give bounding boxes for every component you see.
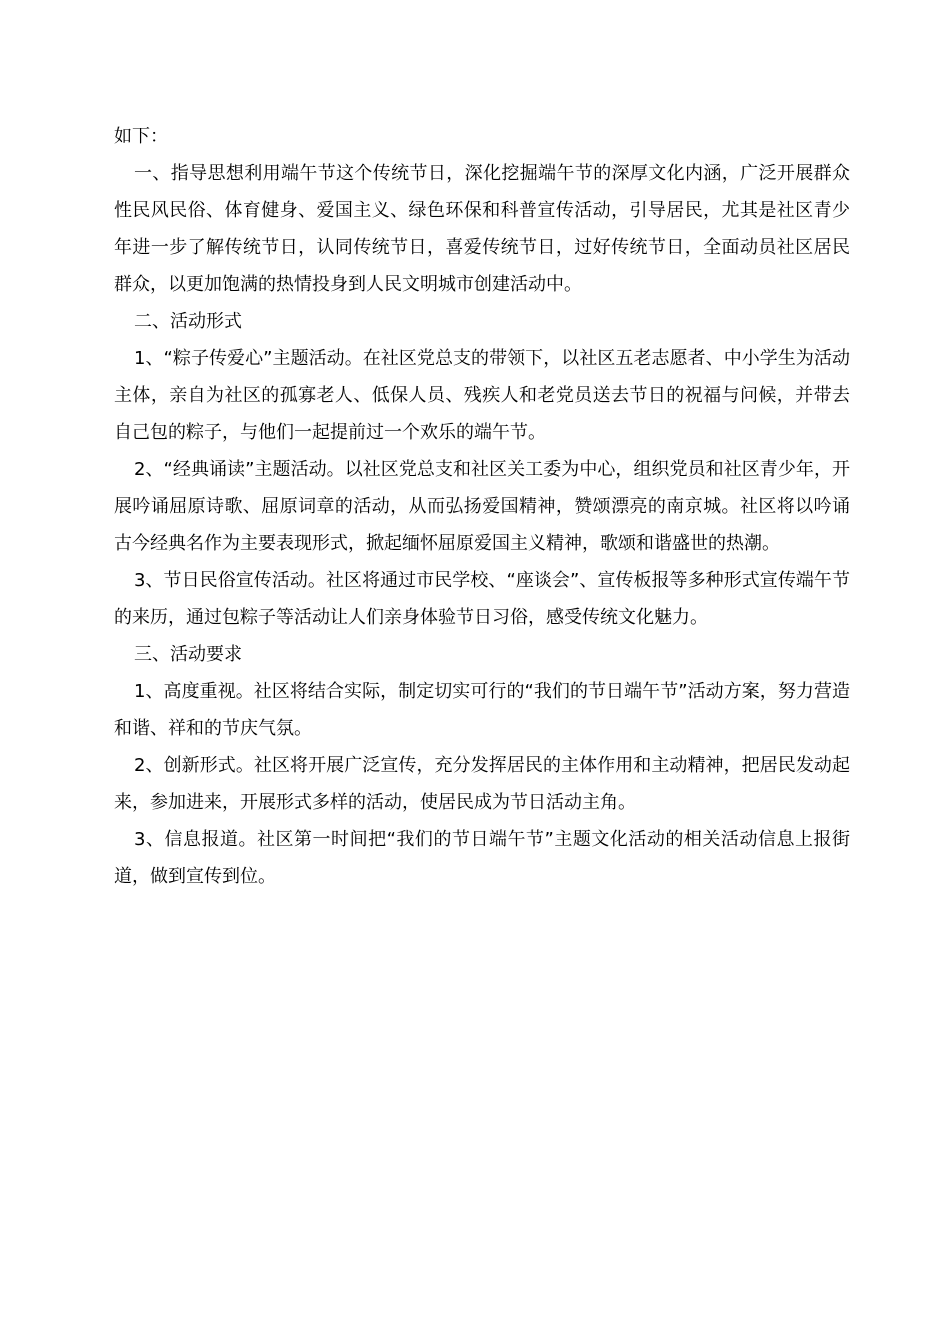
section-guiding-ideology: 一、指导思想利用端午节这个传统节日，深化挖掘端午节的深厚文化内涵，广泛开展群众性民风民俗、体育健身、爱国主义、绿色环保和科普宣传活动，引导居民，尤其是社区青少年进一步了解传统节日，认同传统节日，喜爱传统节日，过好传统节日，全面动员社区居民群众，以更加饱满的热情投身到人民文明城市创建活动中。 xyxy=(114,163,850,295)
activity-folk-customs: 3、节日民俗宣传活动。社区将通过市民学校、“座谈会”、宣传板报等多种形式宣传端午节的来历，通过包粽子等活动让人们亲身体验节日习俗，感受传统文化魅力。 xyxy=(114,570,850,628)
document-body xyxy=(114,118,850,895)
heading-activity-requirements: 三、活动要求 xyxy=(134,644,242,665)
requirement-reporting: 3、信息报道。社区第一时间把“我们的节日端午节”主题文化活动的相关活动信息上报街道，做到宣传到位。 xyxy=(114,829,850,887)
requirement-attention: 1、高度重视。社区将结合实际，制定切实可行的“我们的节日端午节”活动方案，努力营造和谐、祥和的节庆气氛。 xyxy=(114,681,850,739)
activity-classic-reading: 2、“经典诵读”主题活动。以社区党总支和社区关工委为中心，组织党员和社区青少年，开展吟诵屈原诗歌、屈原词章的活动，从而弘扬爱国精神，赞颂漂亮的南京城。社区将以吟诵古今经典名作为主要表现形式，掀起缅怀屈原爱国主义精神，歌颂和谐盛世的热潮。 xyxy=(114,459,850,554)
requirement-innovation: 2、创新形式。社区将开展广泛宣传，充分发挥居民的主体作用和主动精神，把居民发动起来，参加进来，开展形式多样的活动，使居民成为节日活动主角。 xyxy=(114,755,850,813)
activity-zongzi: 1、“粽子传爱心”主题活动。在社区党总支的带领下，以社区五老志愿者、中小学生为活动主体，亲自为社区的孤寡老人、低保人员、残疾人和老党员送去节日的祝福与问候，并带去自己包的粽子，与他们一起提前过一个欢乐的端午节。 xyxy=(114,348,850,443)
heading-activity-forms: 二、活动形式 xyxy=(134,311,242,332)
intro-line: 如下： xyxy=(114,126,168,147)
